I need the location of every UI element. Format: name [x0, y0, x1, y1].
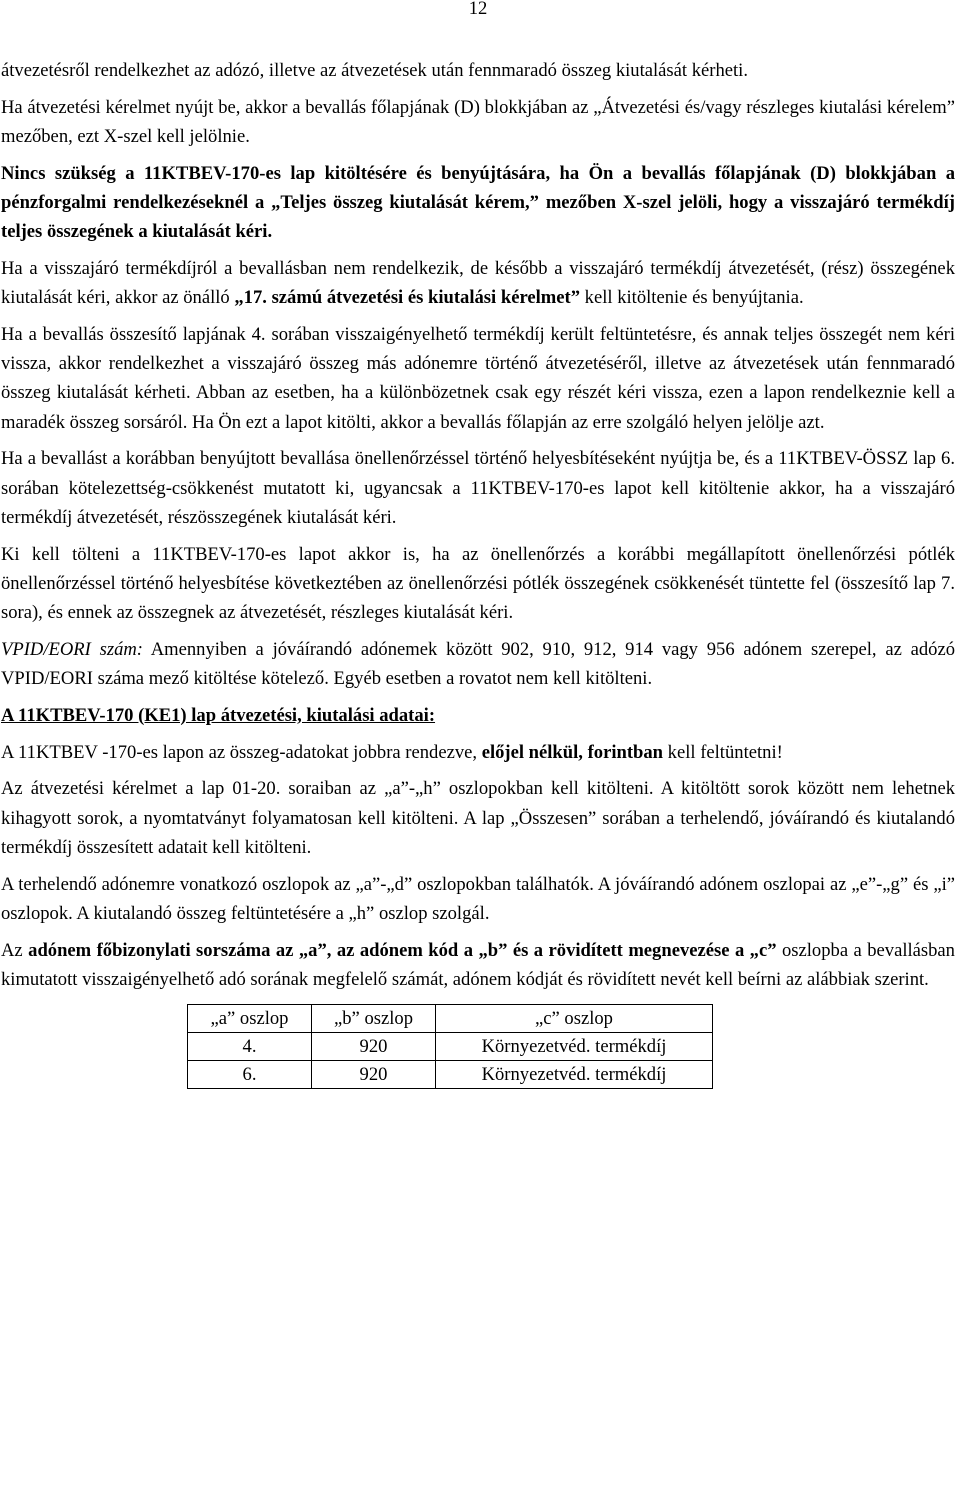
table-cell: Környezetvéd. termékdíj: [436, 1033, 713, 1061]
table-cell: 6.: [188, 1061, 312, 1089]
text-segment: Amennyiben a jóváírandó adónemek között 902, 910, 912, 914 vagy 956 adónem szerepel, az adózó VPID/EORI száma mező kitöltése kötelező. Egyéb esetben a rovatot nem kell kitölteni.: [1, 638, 955, 690]
text-segment: Ha a visszajáró termékdíjról a bevallásban nem rendelkezik, de később a visszajáró termékdíj átvezetését, (rész) összegének kiutalását kéri, akkor az önálló: [1, 258, 955, 309]
text-segment: adónem főbizonylati sorszáma az „a”, az adónem kód a „b” és a rövidített megnevezése a „c”: [28, 939, 777, 961]
table-cell: Környezetvéd. termékdíj: [436, 1061, 713, 1089]
para-no-need: [1, 159, 955, 247]
text-segment: A 11KTBEV -170-es lapon az összeg-adatokat jobbra rendezve,: [1, 741, 482, 763]
table-row: [188, 1061, 713, 1089]
text-segment: Ki kell tölteni a 11KTBEV-170-es lapot akkor is, ha az önellenőrzés a korábbi megállapított önellenőrzési pótlék önellenőrzéssel történő helyesbítése következtében az önellenőrzési pótlék összegének csökkenését tüntette fel (összesítő lap 7. sora), és ennek az összegnek az átvezetését, részleges kiutalását kéri.: [1, 543, 955, 624]
text-segment: átvezetésről rendelkezhet az adózó, illetve az átvezetések után fennmaradó összeg kiutalását kérheti.: [1, 60, 748, 81]
text-segment: VPID/EORI szám:: [1, 638, 143, 660]
text-segment: Az: [1, 939, 29, 961]
text-segment: Nincs szükség a 11KTBEV-170-es lap kitöltésére és benyújtására, ha Ön a bevallás főlapjának (D) blokkjában a pénzforgalmi rendelkezéseknél a „Teljes összeg kiutalását kérem,” mezőben X-szel jelöli, hogy a visszajáró termékdíj teljes összegének a kiutalását kéri.: [1, 162, 955, 243]
para-summary-sheet: [1, 320, 955, 437]
table-cell: 4.: [188, 1033, 312, 1061]
text-segment: Ha a bevallást a korábban benyújtott bevallása önellenőrzéssel történő helyesbítéseként nyújtja be, és a 11KTBEV-ÖSSZ lap 6. sorában kötelezettség-csökkenést mutatott ki, ugyancsak a 11KTBEV-170-es lapot kell kitöltenie akkor, ha a visszajáró termékdíj átvezetését, részösszegének kiutalását kéri.: [1, 448, 955, 528]
text-segment: oszlopba a bevallásban kimutatott visszaigényelhető adó sorának megfelelő számát, adónem kódját és rövidített nevét kell beírni az alábbiak szerint.: [1, 939, 955, 990]
para-rows: [1, 774, 955, 862]
para-vpid: [1, 635, 955, 693]
text-segment: Az átvezetési kérelmet a lap 01-20. soraiban az „a”-„h” oszlopokban kell kitölteni. A kitöltött sorok között nem lehetnek kihagyott sorok, a nyomtatványt folyamatosan kell kitölteni. A lap „Összesen” sorában a terhelendő, jóváírandó és kiutalandó termékdíj összesített adatait kell kitölteni.: [1, 778, 955, 858]
text-segment: Ha a bevallás összesítő lapjának 4. sorában visszaigényelhető termékdíj került feltüntetésre, és annak teljes összegét nem kéri vissza, akkor rendelkezhet a visszajáró összeg más adónemre történő átvezetéséről, illetve az átvezetések után fennmaradó összeg kiutalását kérheti. Abban az esetben, ha a különbözetnek csak egy részét kéri vissza, ezen a lapon rendelkeznie kell a maradék összeg sorsáról. Ha Ön ezt a lapot kitölti, akkor a bevallás főlapján az erre szolgáló helyen jelölje azt.: [1, 324, 955, 433]
table-cell: 920: [312, 1033, 436, 1061]
table-header-cell: „b” oszlop: [312, 1005, 436, 1033]
table-header-cell: „a” oszlop: [188, 1005, 312, 1033]
text-segment: kell kitöltenie és benyújtania.: [580, 287, 804, 309]
text-segment: „17. számú átvezetési és kiutalási kérelmet”: [234, 287, 581, 309]
table-header-row: [188, 1005, 713, 1033]
text-segment: előjel nélkül, forintban: [481, 741, 664, 763]
text-segment: A terhelendő adónemre vonatkozó oszlopok az „a”-„d” oszlopokban találhatók. A jóváírandó adónem oszlopai az „e”-„g” és „i” oszlopok. A kiutalandó összeg feltüntetésére a „h” oszlop szolgál.: [1, 873, 955, 924]
document-body: [1, 56, 955, 1089]
para-unsigned: [1, 738, 955, 767]
text-segment: kell feltüntetni!: [663, 741, 783, 763]
para-self-revision: [1, 444, 955, 532]
para-form-marking: [1, 93, 955, 151]
section-heading: [1, 701, 955, 730]
table-cell: 920: [312, 1061, 436, 1089]
text-segment: Ha átvezetési kérelmet nyújt be, akkor a bevallás főlapjának (D) blokkjában az „Átvezetési és/vagy részleges kiutalási kérelem” mezőben, ezt X-szel kell jelölnie.: [1, 96, 955, 147]
page-number: 12: [468, 0, 488, 19]
para-intro-continuation: [1, 56, 955, 85]
para-surcharge: [1, 540, 955, 628]
table-row: [188, 1033, 713, 1061]
para-no-provision: [1, 254, 955, 312]
para-tax-code: [1, 936, 955, 994]
para-columns: [1, 870, 955, 928]
tax-code-table: [187, 1004, 713, 1089]
table-header-cell: „c” oszlop: [436, 1005, 713, 1033]
text-segment: A 11KTBEV-170 (KE1) lap átvezetési, kiutalási adatai:: [1, 704, 436, 726]
